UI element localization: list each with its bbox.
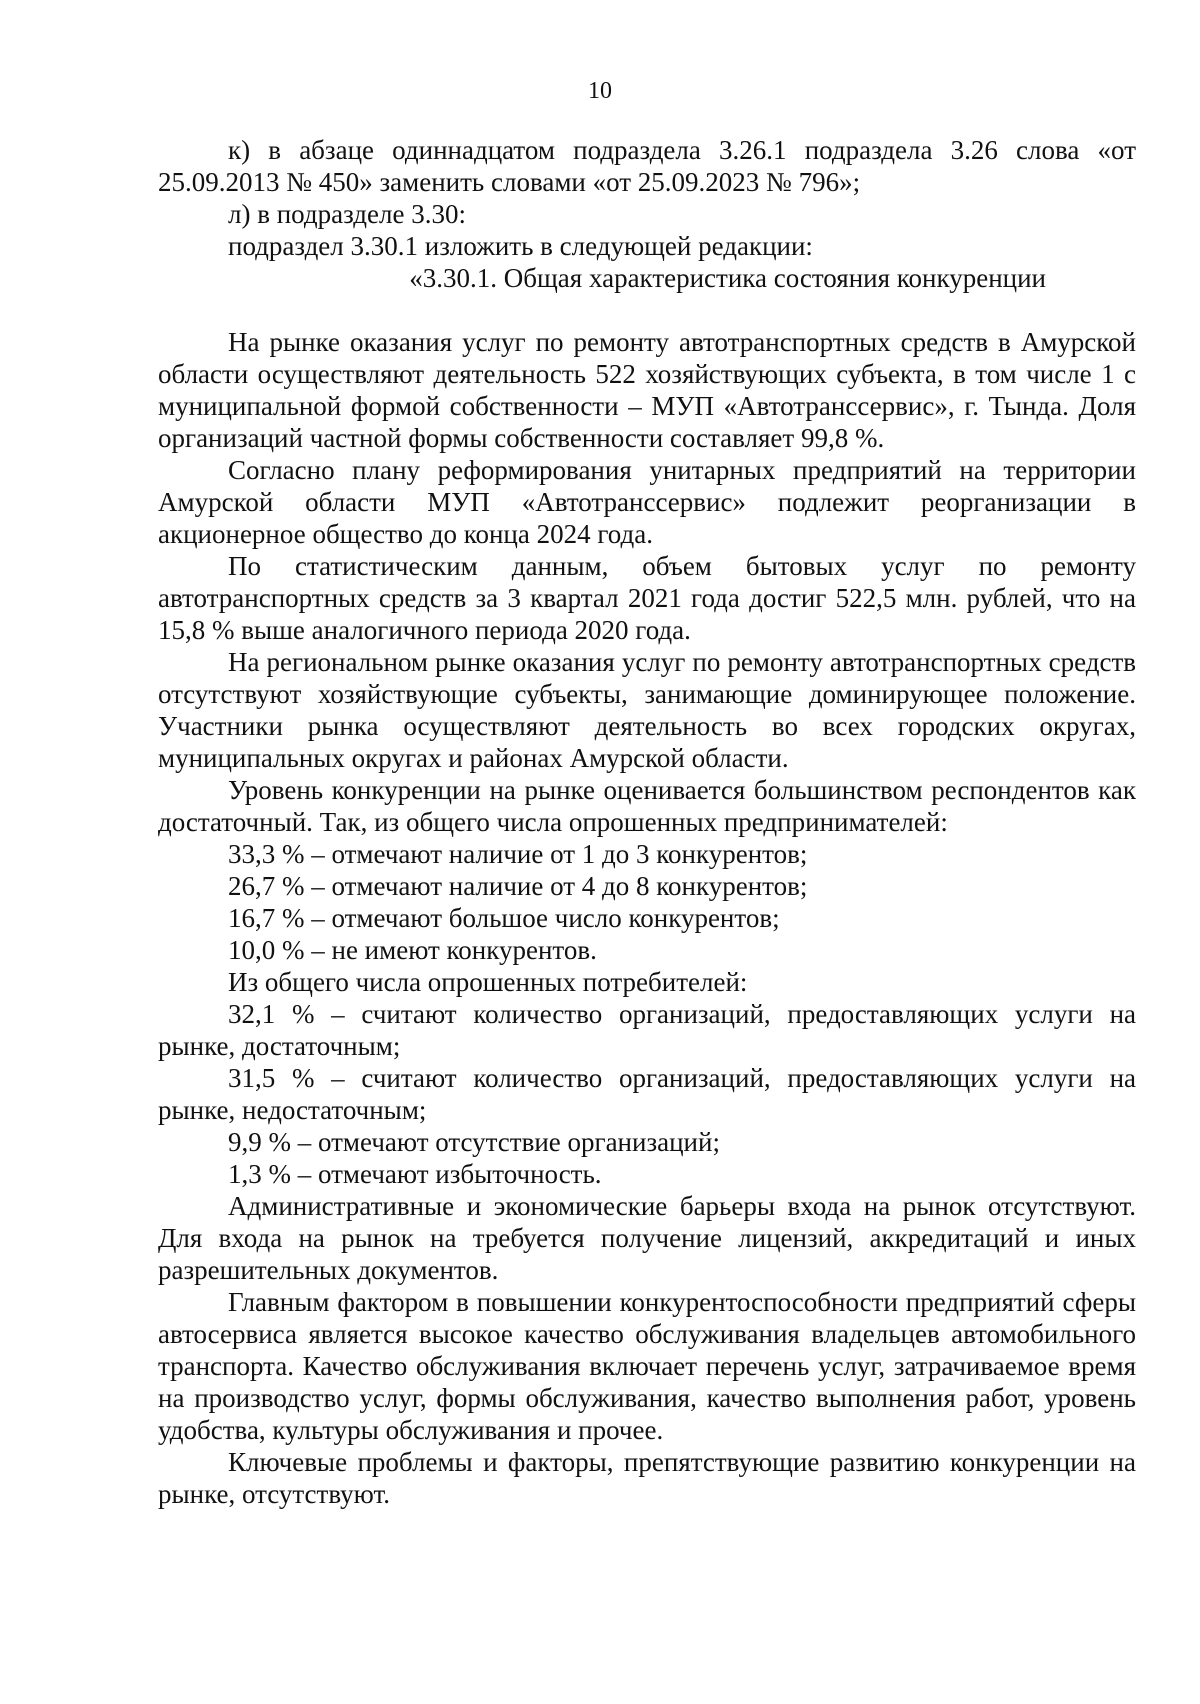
paragraph-competition-level: Уровень конкуренции на рынке оценивается большинством респондентов как достаточный. Так, из общего числа опрошенных предпринимателей: xyxy=(158,775,1136,837)
list-item-consumers: 9,9 % – отмечают отсутствие организаций; xyxy=(228,1127,720,1157)
section-heading: «3.30.1. Общая характеристика состояния конкуренции xyxy=(409,263,1046,293)
page-number: 10 xyxy=(588,78,612,104)
paragraph-reorganization: Согласно плану реформирования унитарных предприятий на территории Амурской области МУП «Автотранссервис» подлежит реорганизации в акционерное общество до конца 2024 года. xyxy=(158,455,1136,549)
list-item-entrepreneurs: 16,7 % – отмечают большое число конкурентов; xyxy=(228,903,780,933)
blank-line xyxy=(158,294,1136,326)
list-item-entrepreneurs: 26,7 % – отмечают наличие от 4 до 8 конкурентов; xyxy=(228,871,808,901)
paragraph-no-dominant: На региональном рынке оказания услуг по ремонту автотранспортных средств отсутствуют хозяйствующие субъекты, занимающие доминирующее положение. Участники рынка осуществляют деятельность во всех городских округах, муниципальных округах и районах Амурской области. xyxy=(158,647,1136,773)
paragraph-statistics: По статистическим данным, объем бытовых услуг по ремонту автотранспортных средств за 3 квартал 2021 года достиг 522,5 млн. рублей, что на 15,8 % выше аналогичного периода 2020 года. xyxy=(158,551,1136,645)
paragraph-barriers: Административные и экономические барьеры входа на рынок отсутствуют. Для входа на рынок на требуется получение лицензий, аккредитаций и иных разрешительных документов. xyxy=(158,1191,1136,1285)
paragraph-main-factor: Главным фактором в повышении конкурентоспособности предприятий сферы автосервиса является высокое качество обслуживания владельцев автомобильного транспорта. Качество обслуживания включает перечень услуг, затрачиваемое время на производство услуг, формы обслуживания, качество выполнения работ, уровень удобства, культуры обслуживания и прочее. xyxy=(158,1287,1136,1445)
paragraph-consumers-intro: Из общего числа опрошенных потребителей: xyxy=(228,967,748,997)
list-item-entrepreneurs: 10,0 % – не имеют конкурентов. xyxy=(228,935,597,965)
paragraph-l: л) в подразделе 3.30: xyxy=(228,199,466,229)
section-body xyxy=(158,326,1136,1510)
paragraph-key-problems: Ключевые проблемы и факторы, препятствующие развитию конкуренции на рынке, отсутствуют. xyxy=(158,1447,1136,1509)
list-item-entrepreneurs: 33,3 % – отмечают наличие от 1 до 3 конкурентов; xyxy=(228,839,808,869)
paragraph-market-participants: На рынке оказания услуг по ремонту автотранспортных средств в Амурской области осуществляют деятельность 522 хозяйствующих субъекта, в том числе 1 с муниципальной формой собственности – МУП «Автотранссервис», г. Тында. Доля организаций частной формы собственности составляет 99,8 %. xyxy=(158,327,1136,453)
paragraph-subsection: подраздел 3.30.1 изложить в следующей редакции: xyxy=(228,231,813,261)
paragraph-k: к) в абзаце одиннадцатом подраздела 3.26.1 подраздела 3.26 слова «от 25.09.2013 № 450» заменить словами «от 25.09.2023 № 796»; xyxy=(158,135,1136,197)
list-item-consumers: 31,5 % – считают количество организаций, предоставляющих услуги на рынке, недостаточным; xyxy=(158,1063,1136,1125)
document-content xyxy=(158,134,1136,1510)
list-item-consumers: 1,3 % – отмечают избыточность. xyxy=(228,1159,602,1189)
list-item-consumers: 32,1 % – считают количество организаций, предоставляющих услуги на рынке, достаточным; xyxy=(158,999,1136,1061)
